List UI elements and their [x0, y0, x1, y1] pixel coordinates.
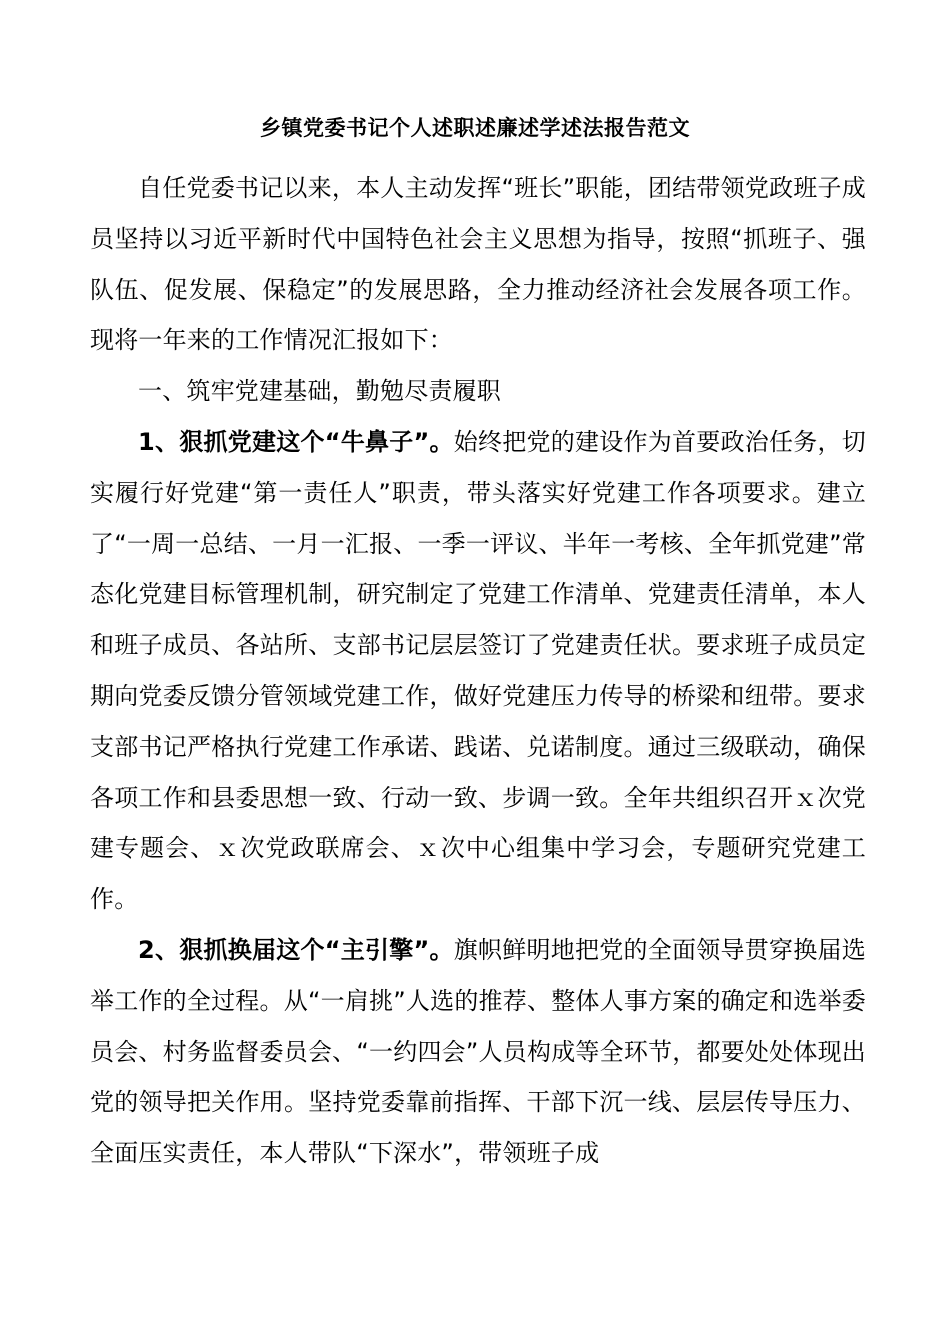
- item-2-lead: 2、狠抓换届这个“主引擎”。: [138, 935, 454, 964]
- item-1-paragraph: [90, 417, 866, 925]
- intro-paragraph: 自任党委书记以来，本人主动发挥“班长”职能，团结带领党政班子成员坚持以习近平新时代中国特色社会主义思想为指导，按照“抓班子、强队伍、促发展、保稳定”的发展思路，全力推动经济社会发展各项工作。现将一年来的工作情况汇报如下：: [90, 174, 866, 355]
- section-heading: 一、筑牢党建基础，勤勉尽责履职: [138, 377, 501, 406]
- item-1-text: 始终把党的建设作为首要政治任务，切实履行好党建“第一责任人”职责，带头落实好党建工作各项要求。建立了“一周一总结、一月一汇报、一季一评议、半年一考核、全年抓党建”常态化党建目标管理机制，研究制定了党建工作清单、党建责任清单，本人和班子成员、各站所、支部书记层层签订了党建责任状。要求班子成员定期向党委反馈分管领域党建工作，做好党建压力传导的桥梁和纽带。要求支部书记严格执行党建工作承诺、践诺、兑诺制度。通过三级联动，确保各项工作和县委思想一致、行动一致、步调一致。全年共组织召开ｘ次党建专题会、ｘ次党政联席会、ｘ次中心组集中学习会，专题研究党建工作。: [90, 427, 867, 914]
- item-1-lead: 1、狠抓党建这个“牛鼻子”。: [138, 427, 454, 456]
- document-body: [90, 163, 866, 1179]
- item-2-paragraph: [90, 925, 866, 1179]
- item-2-text: 旗帜鲜明地把党的全面领导贯穿换届选举工作的全过程。从“一肩挑”人选的推荐、整体人事方案的确定和选举委员会、村务监督委员会、“一约四会”人员构成等全环节，都要处处体现出党的领导把关作用。坚持党委靠前指挥、干部下沉一线、层层传导压力、全面压实责任，本人带队“下深水”，带领班子成: [90, 935, 867, 1168]
- document-title: 乡镇党委书记个人述职述廉述学述法报告范文: [260, 116, 690, 140]
